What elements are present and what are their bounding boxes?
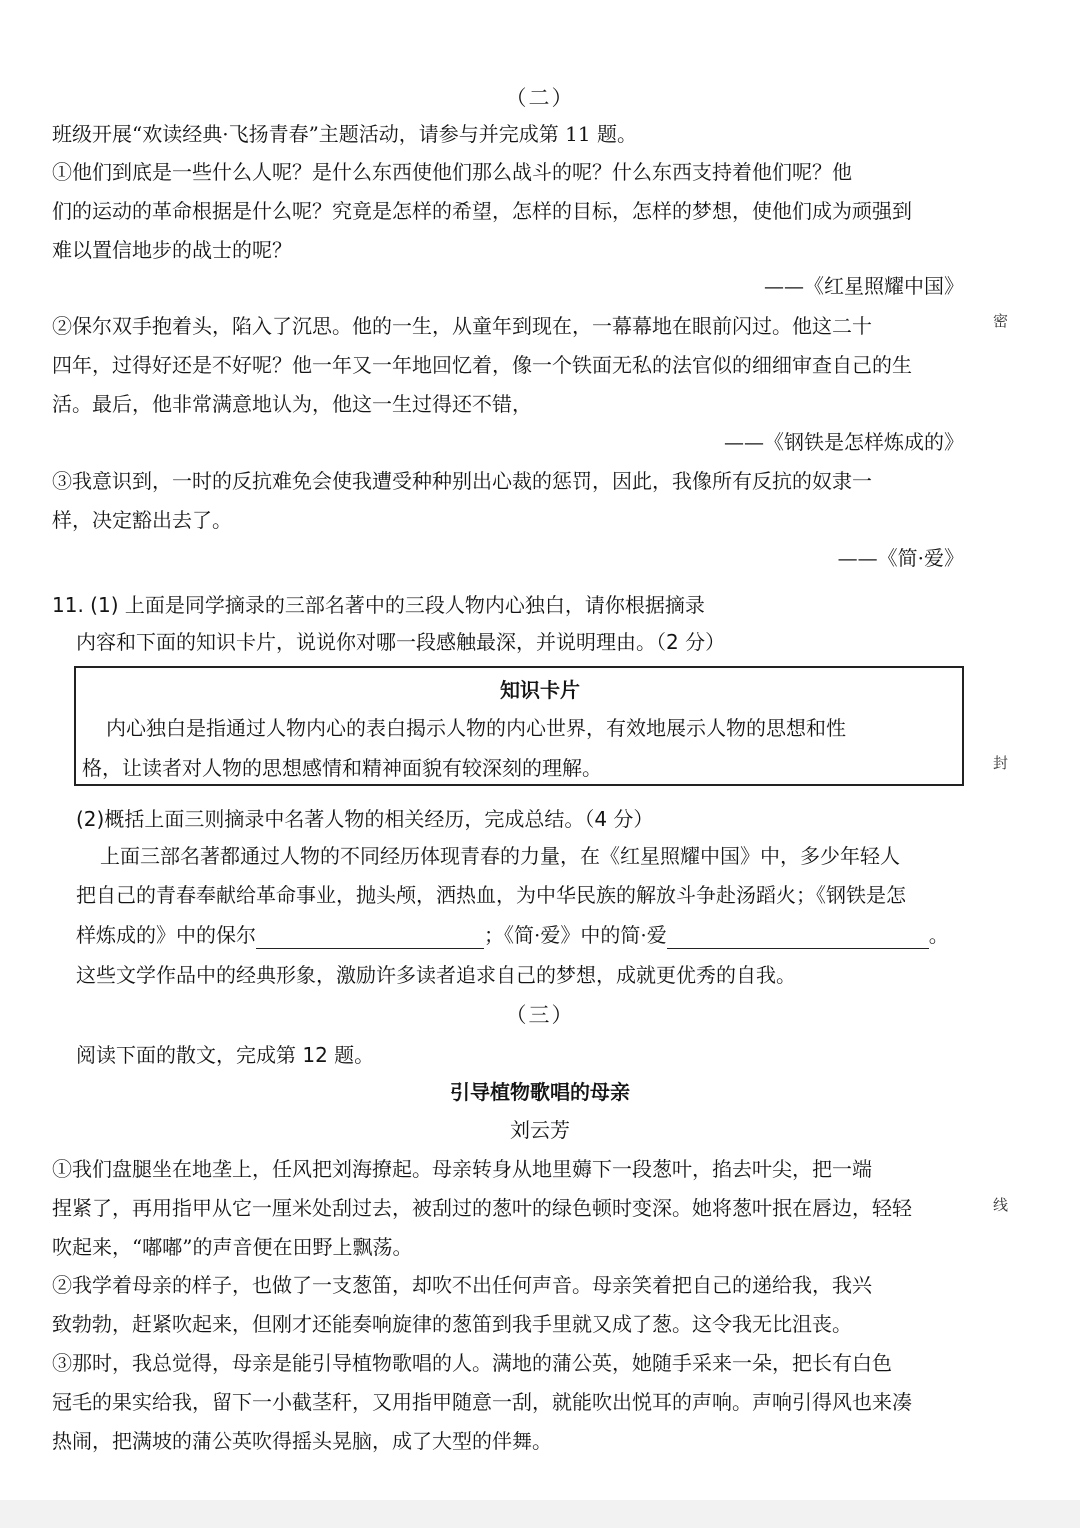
paragraph-3-line-3: 热闹，把满坡的蒲公英吹得摇头晃脑，成了大型的伴舞。 (52, 1429, 552, 1453)
paragraph-1-line-2: 捏紧了，再用指甲从它一厘米处刮过去，被刮过的葱叶的绿色顿时变深。她将葱叶抿在唇边，轻轻 (52, 1196, 912, 1220)
excerpt-1-line-2: 们的运动的革命根据是什么呢？究竟是怎样的希望，怎样的目标，怎样的梦想，使他们成为顽强到 (52, 199, 912, 223)
article-author: 刘云芳 (510, 1118, 570, 1142)
paragraph-3-line-1: ③那时，我总觉得，母亲是能引导植物歌唱的人。满地的蒲公英，她随手采来一朵，把长有白色 (52, 1351, 892, 1375)
paragraph-2-line-2: 致勃勃，赶紧吹起来，但刚才还能奏响旋律的葱笛到我手里就又成了葱。这令我无比沮丧。 (52, 1312, 852, 1336)
margin-mark-xian: 线 (991, 1197, 1009, 1212)
page-bottom-edge (0, 1500, 1080, 1528)
paragraph-2-line-1: ②我学着母亲的样子，也做了一支葱笛，却吹不出任何声音。母亲笑着把自己的递给我，我兴 (52, 1273, 872, 1297)
margin-mark-feng: 封 (991, 755, 1009, 770)
section-2-intro: 班级开展“欢读经典·飞扬青春”主题活动，请参与并完成第 11 题。 (52, 122, 637, 146)
excerpt-3-source: ——《简·爱》 (837, 546, 964, 570)
excerpt-3-line-1: ③我意识到，一时的反抗难免会使我遭受种种别出心裁的惩罚，因此，我像所有反抗的奴隶一 (52, 469, 872, 493)
margin-mark-mi: 密 (991, 313, 1009, 328)
section-2-title: （二） (505, 86, 575, 110)
paragraph-1-line-3: 吹起来，“嘟嘟”的声音便在田野上飘荡。 (52, 1235, 413, 1259)
summary-line-2: 把自己的青春奉献给革命事业，抛头颅，洒热血，为中华民族的解放斗争赴汤蹈火；《钢铁是怎 (76, 883, 906, 907)
question-11-part-2: (2)概括上面三则摘录中名著人物的相关经历，完成总结。（4 分） (76, 807, 654, 831)
excerpt-1-line-3: 难以置信地步的战士的呢？ (52, 238, 292, 262)
question-11-part-1-line-2: 内容和下面的知识卡片，说说你对哪一段感触最深，并说明理由。（2 分） (76, 630, 726, 654)
summary-line-3-paul: 样炼成的》中的保尔 (76, 923, 256, 947)
answer-blank-jane[interactable] (667, 928, 929, 949)
summary-line-3-jane: ；《简·爱》中的简·爱 (484, 923, 667, 947)
excerpt-2-line-2: 四年，过得好还是不好呢？他一年又一年地回忆着，像一个铁面无私的法官似的细细审查自己的生 (52, 353, 912, 377)
question-11-part-1-line-1 (52, 591, 964, 619)
article-title: 引导植物歌唱的母亲 (450, 1080, 630, 1104)
paragraph-3-line-2: 冠毛的果实给我，留下一小截茎秆，又用指甲随意一刮，就能吹出悦耳的声响。声响引得风也来凑 (52, 1390, 912, 1414)
answer-blank-paul[interactable] (256, 928, 484, 949)
section-3-title: （三） (505, 1003, 575, 1027)
excerpt-2-line-3: 活。最后，他非常满意地认为，他这一生过得还不错， (52, 392, 532, 416)
summary-line-3 (76, 921, 964, 949)
question-number: 11. (52, 593, 84, 617)
knowledge-card-title: 知识卡片 (500, 678, 580, 702)
excerpt-3-line-2: 样，决定豁出去了。 (52, 508, 232, 532)
summary-line-1: 上面三部名著都通过人物的不同经历体现青春的力量，在《红星照耀中国》中，多少年轻人 (100, 844, 900, 868)
knowledge-card-line-1: 内心独白是指通过人物内心的表白揭示人物的内心世界，有效地展示人物的思想和性 (106, 716, 846, 740)
paragraph-1-line-1: ①我们盘腿坐在地垄上，任风把刘海撩起。母亲转身从地里薅下一段葱叶，掐去叶尖，把一端 (52, 1157, 872, 1181)
knowledge-card-line-2: 格，让读者对人物的思想感情和精神面貌有较深刻的理解。 (82, 756, 602, 780)
question-11-part-1-text: (1) 上面是同学摘录的三部名著中的三段人物内心独白，请你根据摘录 (90, 593, 705, 617)
section-3-intro: 阅读下面的散文，完成第 12 题。 (76, 1043, 375, 1067)
excerpt-1-source: ——《红星照耀中国》 (764, 274, 964, 298)
excerpt-2-source: ——《钢铁是怎样炼成的》 (724, 430, 964, 454)
excerpt-1-line-1: ①他们到底是一些什么人呢？是什么东西使他们那么战斗的呢？什么东西支持着他们呢？他 (52, 160, 852, 184)
summary-line-3-end: 。 (928, 923, 949, 947)
summary-line-4: 这些文学作品中的经典形象，激励许多读者追求自己的梦想，成就更优秀的自我。 (76, 963, 796, 987)
excerpt-2-line-1: ②保尔双手抱着头，陷入了沉思。他的一生，从童年到现在，一幕幕地在眼前闪过。他这二十 (52, 314, 872, 338)
